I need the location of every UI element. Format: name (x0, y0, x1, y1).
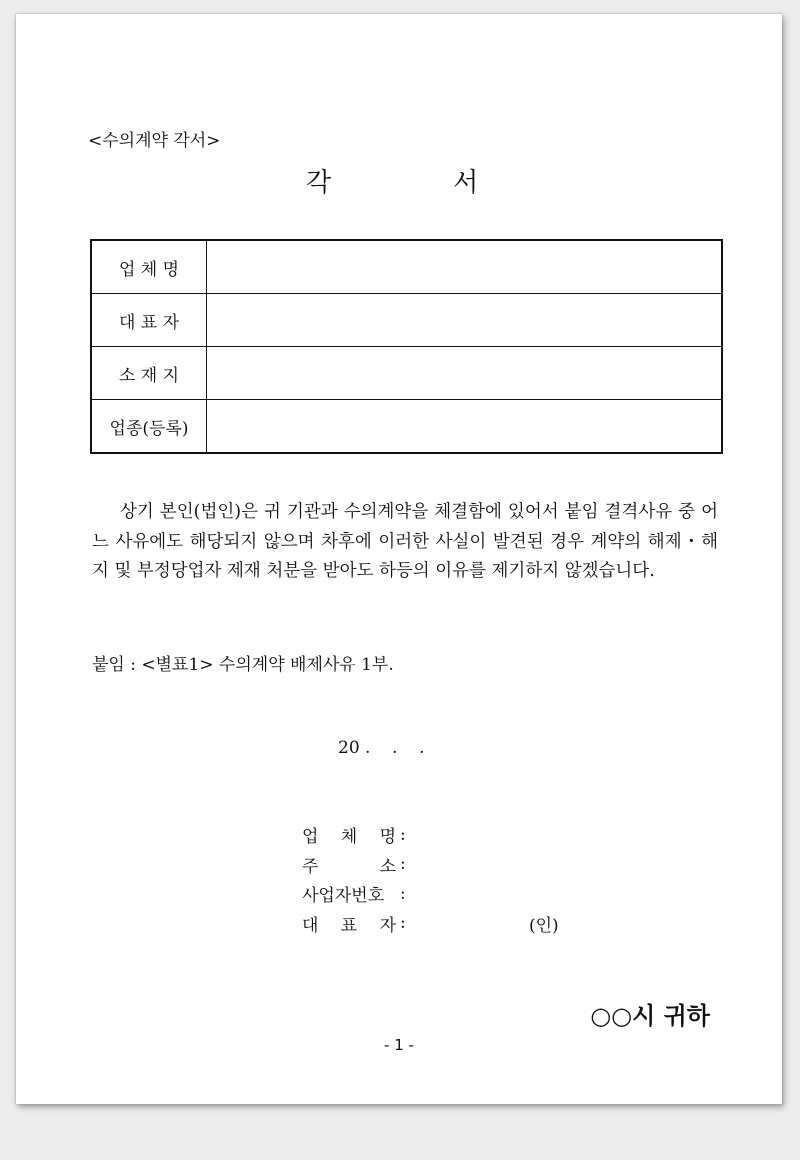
signature-row-company (302, 820, 559, 850)
signature-row-representative (302, 909, 559, 939)
company-name-field[interactable] (207, 240, 723, 294)
sig-label-char: 명 (379, 827, 396, 848)
document-page (16, 14, 782, 1104)
seal-mark: (인) (529, 915, 559, 936)
sig-label-char: 대 (302, 915, 319, 936)
title-char-1: 각 (306, 168, 334, 198)
table-row (91, 400, 722, 454)
title-char-2: 서 (453, 168, 481, 198)
row-label-business-type: 업종(등록) (91, 400, 207, 454)
row-label-company-name: 업 체 명 (91, 240, 207, 294)
sig-colon: : (400, 854, 406, 875)
recipient: ○○시 귀하 (590, 1001, 710, 1030)
row-label-representative: 대 표 자 (91, 294, 207, 347)
date-line: 20 . . . (338, 738, 425, 758)
sig-label-text: 사업자번호 (302, 886, 385, 907)
document-title (306, 162, 480, 199)
sig-colon: : (400, 913, 406, 934)
document-subtitle: <수의계약 각서> (88, 131, 221, 151)
attachment-note: 붙임 : <별표1> 수의계약 배제사유 1부. (92, 655, 394, 675)
signature-row-bizno (302, 879, 559, 909)
page-number: - 1 - (384, 1036, 414, 1054)
sig-label-char: 소 (379, 856, 396, 877)
table-row (91, 240, 722, 294)
sig-label-char: 주 (302, 856, 319, 877)
table-row (91, 347, 722, 400)
company-info-table (90, 239, 723, 454)
sig-label-char: 업 (302, 827, 319, 848)
business-type-field[interactable] (207, 400, 723, 454)
signature-block (302, 820, 559, 938)
sig-colon: : (400, 883, 406, 904)
sig-colon: : (400, 824, 406, 845)
sig-label-char: 자 (379, 915, 396, 936)
signature-row-address (302, 850, 559, 880)
sig-label-char: 체 (340, 827, 358, 848)
pledge-paragraph: 상기 본인(법인)은 귀 기관과 수의계약을 체결함에 있어서 붙임 결격사유 중 어느 사유에도 해당되지 않으며 차후에 이러한 사실이 발견된 경우 계약의 해제・해지 및 부정당업자 제재 처분을 받아도 하등의 이유를 제기하지 않겠습니다. (92, 502, 718, 581)
sig-label-char: 표 (340, 915, 358, 936)
representative-field[interactable] (207, 294, 723, 347)
table-row (91, 294, 722, 347)
location-field[interactable] (207, 347, 723, 400)
row-label-location: 소 재 지 (91, 347, 207, 400)
